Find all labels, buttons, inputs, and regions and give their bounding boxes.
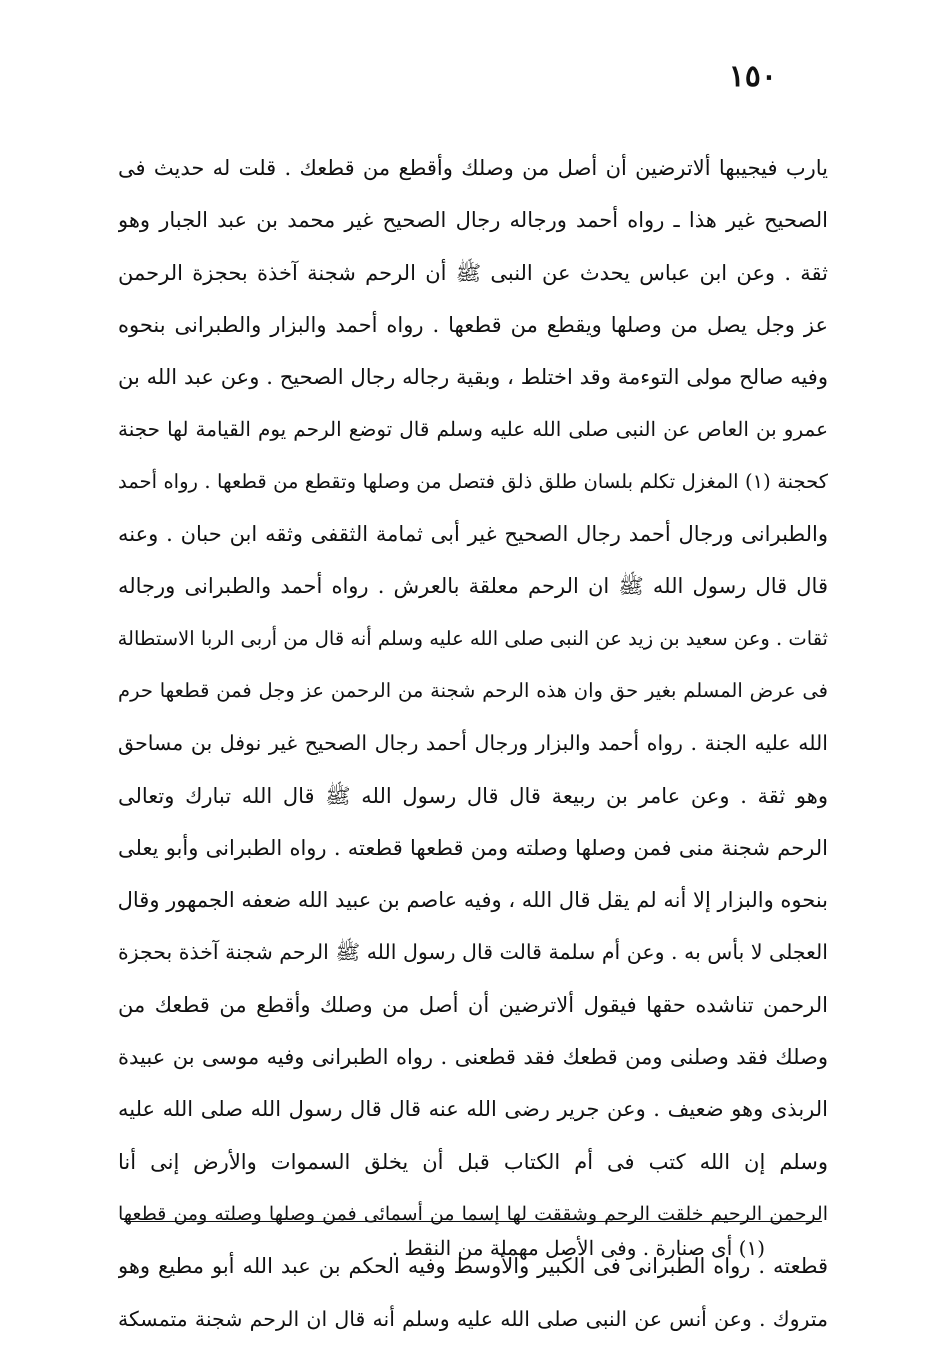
- main-text: [118, 142, 828, 1345]
- text-line: والطبرانى ورجال أحمد رجال الصحيح غير أبى ثمامة الثقفى وثقه ابن حبان . وعنه: [118, 522, 828, 547]
- text-line: بنحوه والبزار إلا أنه لم يقل قال الله ، وفيه عاصم بن عبيد الله ضعفه الجمهور وقال: [118, 888, 828, 913]
- footnote-divider: [124, 1221, 822, 1222]
- text-line: وهو ثقة . وعن عامر بن ربيعة قال قال رسول الله ﷺ قال الله تبارك وتعالى: [118, 783, 828, 808]
- text-line: وصلك فقد وصلنى ومن قطعك فقد قطعنى . رواه الطبرانى وفيه موسى بن عبيدة: [118, 1045, 828, 1070]
- text-line: الربذى وهو ضعيف . وعن جرير رضى الله عنه قال قال رسول الله صلى الله عليه: [118, 1097, 828, 1122]
- text-line: عز وجل يصل من وصلها ويقطع من قطعها . رواه أحمد والبزار والطبرانى بنحوه: [118, 312, 828, 337]
- text-line: الرحم شجنة منى فمن وصلها وصلته ومن قطعها قطعته . رواه الطبرانى وأبو يعلى: [118, 835, 828, 860]
- text-line: العجلى لا بأس به . وعن أم سلمة قالت قال رسول الله ﷺ الرحم شجنة آخذة بحجزة: [118, 940, 828, 965]
- text-line: ثقات . وعن سعيد بن زيد عن النبى صلى الله عليه وسلم أنه قال من أربى الربا الاستطالة: [118, 626, 828, 650]
- text-line: عمرو بن العاص عن النبى صلى الله عليه وسلم قال توضع الرحم يوم القيامة لها حجنة: [118, 417, 828, 442]
- text-line: وفيه صالح مولى التوءمة وقد اختلط ، وبقية رجاله رجال الصحيح . وعن عبد الله بن: [118, 365, 828, 390]
- text-line: كحجنة (١) المغزل تكلم بلسان طلق ذلق فتصل من وصلها وتقطع من قطعها . رواه أحمد: [118, 469, 828, 493]
- text-line: متروك . وعن أنس عن النبى صلى الله عليه وسلم أنه قال ان الرحم شجنة متمسكة: [118, 1306, 828, 1331]
- text-line: الله عليه الجنة . رواه أحمد والبزار ورجال أحمد رجال الصحيح غير نوفل بن مساحق: [118, 731, 828, 756]
- text-line: فى عرض المسلم بغير حق وان هذه الرحم شجنة من الرحمن عز وجل فمن قطعها حرم: [118, 678, 828, 702]
- text-line: الرحمن تناشده حقها فيقول ألاترضين أن أصل من وصلك وأقطع من قطعك من: [118, 992, 828, 1017]
- text-line: وسلم إن الله كتب فى أم الكتاب قبل أن يخلق السموات والأرض إنى أنا: [118, 1149, 828, 1174]
- text-line: قطعته . رواه الطبرانى فى الكبير والأوسط وفيه الحكم بن عبد الله أبو مطيع وهو: [118, 1254, 828, 1279]
- text-line: ثقة . وعن ابن عباس يحدث عن النبى ﷺ أن الرحم شجنة آخذة بحجزة الرحمن: [118, 260, 828, 285]
- text-line: الصحيح غير هذا ـ رواه أحمد ورجاله رجال الصحيح غير محمد بن عبد الجبار وهو: [118, 208, 828, 233]
- footnote: (١) أى صنارة . وفى الأصل مهملة من النقط .: [391, 1236, 765, 1260]
- text-line: يارب فيجيبها ألاترضين أن أصل من وصلك وأقطع من قطعك . قلت له حديث فى: [118, 156, 828, 180]
- text-line: الرحمن الرحيم خلقت الرحم وشققت لها إسما من أسمائى فمن وصلها وصلته ومن قطعها: [118, 1202, 828, 1225]
- text-line: قال قال رسول الله ﷺ ان الرحم معلقة بالعرش . رواه أحمد والطبرانى ورجاله: [118, 574, 828, 599]
- page-number: ١٥٠: [728, 59, 777, 94]
